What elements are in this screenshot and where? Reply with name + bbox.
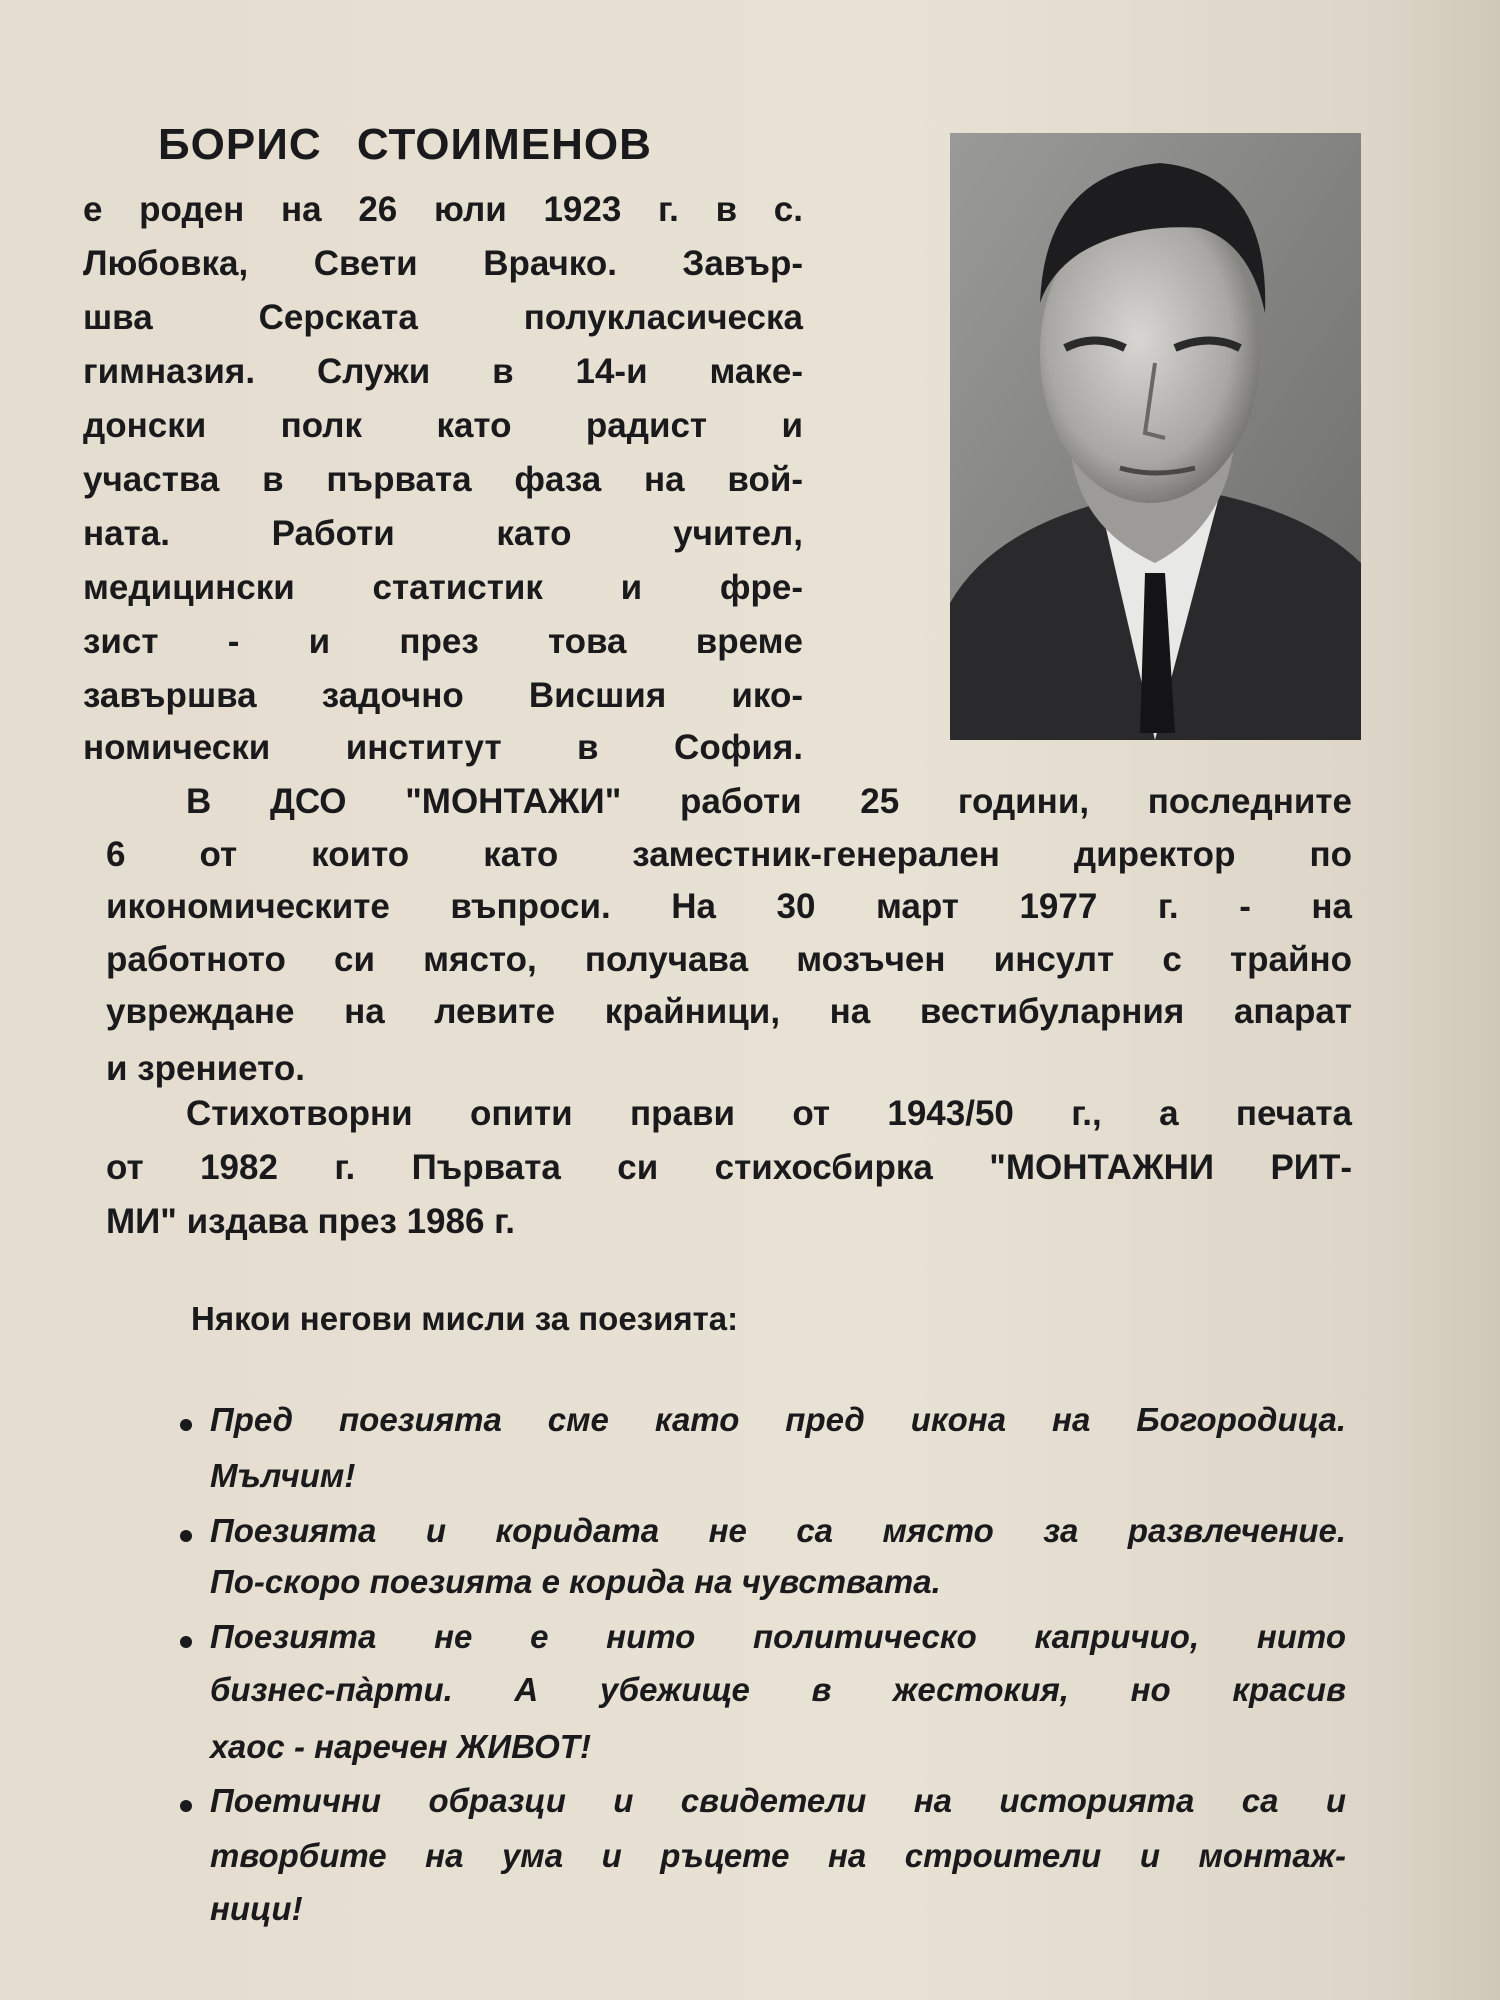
bullet-icon bbox=[180, 1636, 192, 1648]
bio-line: ната. Работи като учител, bbox=[83, 514, 803, 553]
bullet-icon bbox=[180, 1530, 192, 1542]
paragraph-line: икономическите въпроси. На 30 март 1977 г. - на bbox=[106, 887, 1352, 926]
paragraph-line: работното си място, получава мозъчен инсулт с трайно bbox=[106, 940, 1352, 979]
bio-line: донски полк като радист и bbox=[83, 406, 803, 445]
bullet-icon bbox=[180, 1800, 192, 1812]
bio-line: завършва задочно Висшия ико- bbox=[83, 676, 803, 715]
paragraph-line: МИ" издава през 1986 г. bbox=[106, 1202, 515, 1241]
bio-line: е роден на 26 юли 1923 г. в с. bbox=[83, 190, 803, 229]
bio-line: участва в първата фаза на вой- bbox=[83, 460, 803, 499]
bio-line: гимназия. Служи в 14-и маке- bbox=[83, 352, 803, 391]
thought-line: хаос - наречен ЖИВОТ! bbox=[210, 1728, 591, 1765]
thought-line: Мълчим! bbox=[210, 1457, 356, 1494]
thought-line: творбите на ума и ръцете на строители и монтаж- bbox=[210, 1837, 1346, 1874]
thoughts-heading: Някои негови мисли за поезията: bbox=[191, 1300, 739, 1337]
author-name-title: БОРИС СТОИМЕНОВ bbox=[158, 120, 652, 169]
bio-line: зист - и през това време bbox=[83, 622, 803, 661]
bio-line: медицински статистик и фре- bbox=[83, 568, 803, 607]
paragraph-line: и зрението. bbox=[106, 1049, 305, 1088]
thought-line: Пред поезията сме като пред икона на Богородица. bbox=[210, 1401, 1346, 1438]
thought-line: Поезията и коридата не са място за развлечение. bbox=[210, 1512, 1346, 1549]
thought-line: Поезията не е нито политическо капричио, нито bbox=[210, 1618, 1346, 1655]
author-portrait-photo bbox=[950, 133, 1361, 740]
paragraph-line: В ДСО "МОНТАЖИ" работи 25 години, последните bbox=[186, 782, 1352, 821]
paragraph-line: от 1982 г. Първата си стихосбирка "МОНТАЖНИ РИТ- bbox=[106, 1148, 1352, 1187]
thought-line: По-скоро поезията е корида на чувствата. bbox=[210, 1563, 941, 1600]
paragraph-line: 6 от които като заместник-генерален директор по bbox=[106, 835, 1352, 874]
bullet-icon bbox=[180, 1419, 192, 1431]
bio-line: шва Серската полукласическа bbox=[83, 298, 803, 337]
paragraph-line: Стихотворни опити прави от 1943/50 г., а печата bbox=[186, 1094, 1352, 1133]
paragraph-line: увреждане на левите крайници, на вестибуларния апарат bbox=[106, 992, 1352, 1031]
bio-line: номически институт в София. bbox=[83, 728, 803, 767]
thought-line: бизнес-пàрти. А убежище в жестокия, но красив bbox=[210, 1671, 1346, 1708]
thought-line: ници! bbox=[210, 1890, 303, 1927]
bio-line: Любовка, Свети Врачко. Завър- bbox=[83, 244, 803, 283]
thought-line: Поетични образци и свидетели на историята са и bbox=[210, 1782, 1346, 1819]
